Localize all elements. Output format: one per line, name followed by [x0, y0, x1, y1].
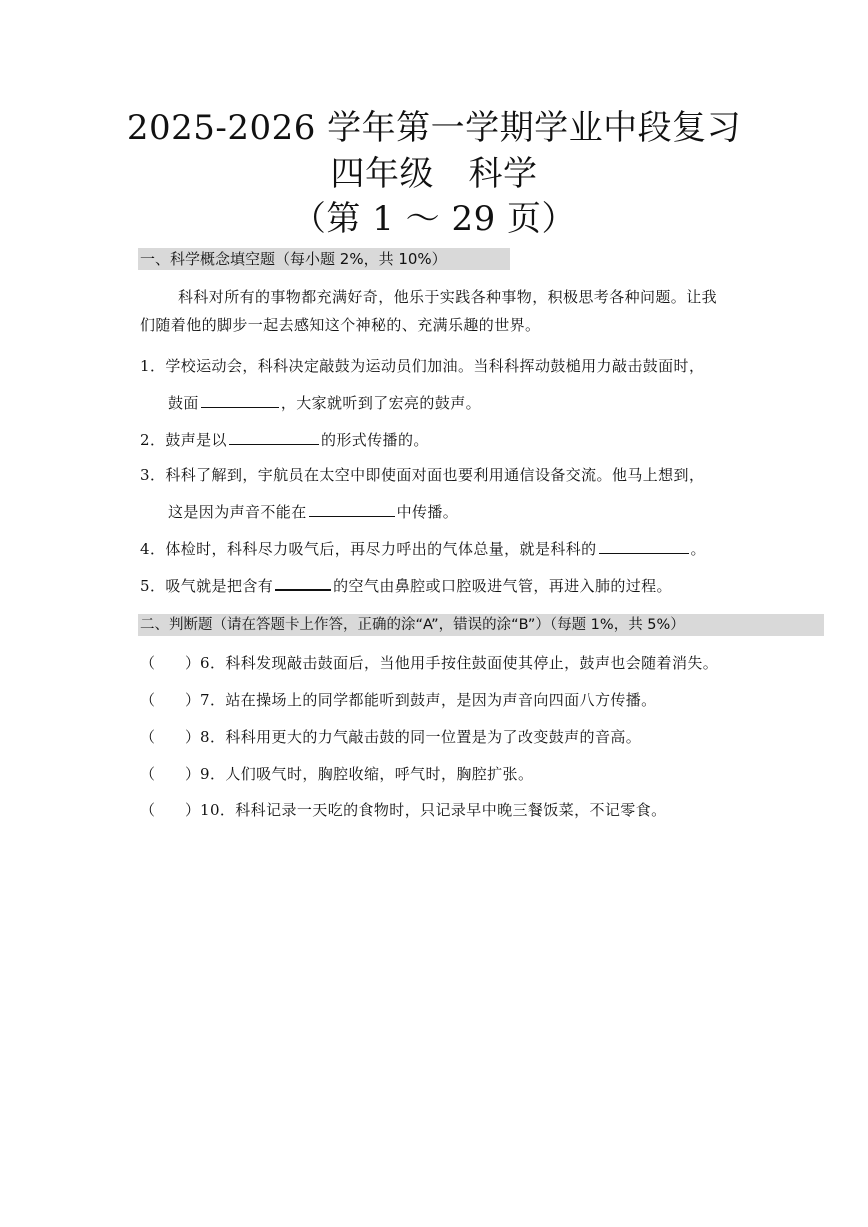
intro-line-1: 科科对所有的事物都充满好奇，他乐于实践各种事物，积极思考各种问题。让我 [178, 288, 718, 306]
question-1-pre: 鼓面 [168, 394, 199, 412]
question-2 [140, 428, 429, 451]
question-1-post: ，大家就听到了宏亮的鼓声。 [280, 394, 482, 412]
exam-page-range: （第 1 ～ 29 页） [291, 199, 577, 239]
question-4-pre: 4．体检时，科科尽力吸气后，再尽力呼出的气体总量，就是科科的 [140, 540, 597, 558]
answer-blank-2[interactable] [229, 428, 319, 445]
answer-blank-3[interactable] [309, 500, 395, 517]
question-2-pre: 2．鼓声是以 [140, 431, 227, 449]
question-1-line-2 [168, 391, 481, 414]
judgment-answer-paren-10[interactable]: （ ） [140, 801, 201, 819]
question-1-line-1: 1．学校运动会，科科决定敲鼓为运动员们加油。当科科挥动鼓槌用力敲击鼓面时， [140, 357, 705, 375]
exam-title: 2025-2026 学年第一学期学业中段复习 [126, 108, 742, 148]
question-2-post: 的形式传播的。 [320, 431, 429, 449]
question-3-line-1: 3．科科了解到，宇航员在太空中即使面对面也要利用通信设备交流。他马上想到， [140, 466, 705, 484]
judgment-question-6: 6．科科发现敲击鼓面后，当他用手按住鼓面使其停止，鼓声也会随着消失。 [200, 654, 719, 672]
question-5-post: 的空气由鼻腔或口腔吸进气管，再进入肺的过程。 [333, 577, 672, 595]
judgment-answer-paren-6[interactable]: （ ） [140, 654, 201, 672]
intro-line-2: 们随着他的脚步一起去感知这个神秘的、充满乐趣的世界。 [140, 316, 541, 334]
question-3-pre: 这是因为声音不能在 [168, 503, 307, 521]
judgment-answer-paren-9[interactable]: （ ） [140, 765, 201, 783]
judgment-question-9: 9．人们吸气时，胸腔收缩，呼气时，胸腔扩张。 [200, 765, 534, 783]
judgment-answer-paren-7[interactable]: （ ） [140, 691, 201, 709]
section-2-header: 二、判断题（请在答题卡上作答，正确的涂“A”，错误的涂“B”）（每题 1%，共 5%） [138, 614, 824, 636]
question-3-post: 中传播。 [396, 503, 459, 521]
judgment-question-7: 7．站在操场上的同学都能听到鼓声，是因为声音向四面八方传播。 [200, 691, 657, 709]
answer-blank-4[interactable] [599, 537, 689, 554]
judgment-question-10: 10．科科记录一天吃的食物时，只记录早中晚三餐饭菜，不记零食。 [200, 801, 667, 819]
answer-blank-1[interactable] [201, 391, 279, 408]
question-3-line-2 [168, 500, 458, 523]
section-1-header: 一、科学概念填空题（每小题 2%，共 10%） [138, 248, 510, 270]
judgment-question-8: 8．科科用更大的力气敲击鼓的同一位置是为了改变鼓声的音高。 [200, 728, 642, 746]
answer-blank-5[interactable] [275, 573, 331, 591]
exam-subtitle-grade-subject: 四年级 科学 [330, 154, 538, 194]
question-4-post: 。 [690, 540, 706, 558]
question-5 [140, 573, 672, 597]
question-4 [140, 537, 706, 560]
question-5-pre: 5．吸气就是把含有 [140, 577, 274, 595]
judgment-answer-paren-8[interactable]: （ ） [140, 728, 201, 746]
